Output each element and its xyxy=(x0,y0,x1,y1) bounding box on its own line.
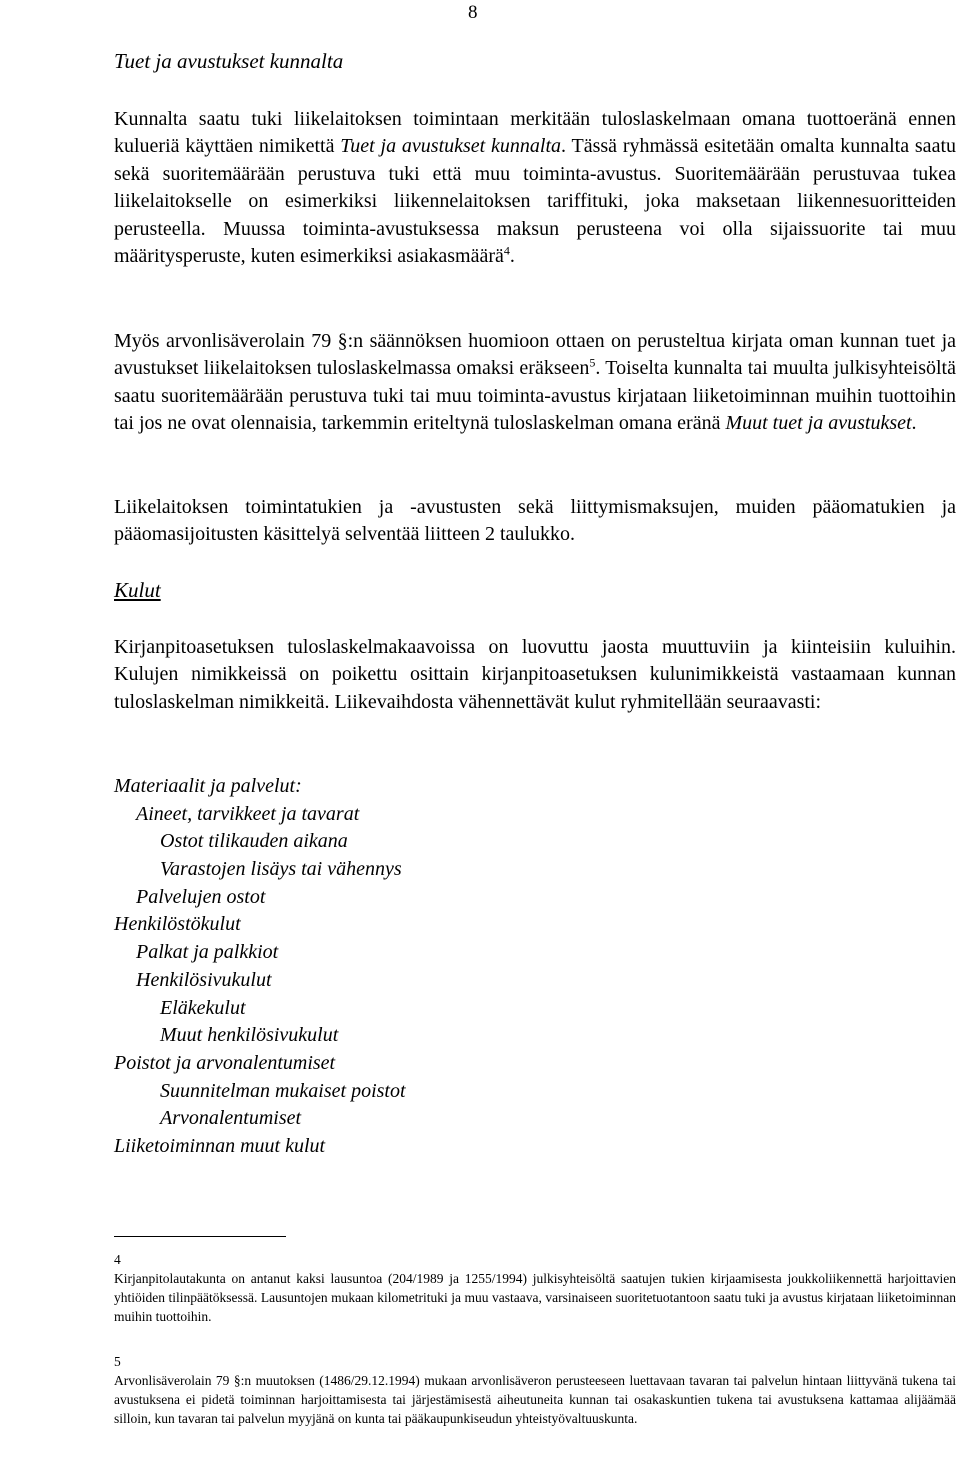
p1-text-2: . Tässä ryhmässä esitetään omalta kunnalta saatu sekä suoritemäärään perustuva tuki että muu toiminta-avustus. Suoritemäärään perustuvaa tukea liikelaitokselle on esimerkiksi liikennelaitoksen tariffituki, joka maksetaan liikennesuoritteiden perusteella. Muussa toiminta-avustuksessa maksun perusteena voi olla sijaissuorite tai muu määritysperuste, kuten esimerkiksi asiakasmäärä xyxy=(114,135,956,268)
expense-list-item: Materiaalit ja palvelut: xyxy=(114,775,302,797)
expense-list-item: Ostot tilikauden aikana xyxy=(160,830,348,853)
p2-italic-term: Muut tuet ja avustukset xyxy=(725,412,912,435)
p2-text-1: Myös arvonlisäverolain 79 §:n säännöksen huomioon ottaen on perusteltua kirjata oman kunnan tuet ja avustukset liikelaitoksen tuloslaskelmassa omaksi eräkseen xyxy=(114,330,956,380)
kulut-heading: Kulut xyxy=(114,578,161,602)
paragraph-liite: Liikelaitoksen toimintatukien ja -avustusten sekä liittymismaksujen, muiden pääomatukien ja pääomasijoitusten käsittelyä selventää liitteen 2 taulukko. xyxy=(114,496,956,546)
expense-list-item: Poistot ja arvonalentumiset xyxy=(114,1051,336,1074)
footnote-5 xyxy=(114,1352,956,1428)
section-title: Tuet ja avustukset kunnalta xyxy=(114,49,344,73)
expense-list-item: Arvonalentumiset xyxy=(160,1107,302,1130)
expense-list-item: Muut henkilösivukulut xyxy=(160,1024,339,1047)
footnote-4 xyxy=(114,1250,956,1326)
p1-italic-term: Tuet ja avustukset kunnalta xyxy=(340,135,562,158)
expense-list-item: Aineet, tarvikkeet ja tavarat xyxy=(136,802,360,825)
expense-list-item: Eläkekulut xyxy=(160,996,246,1019)
expense-list-item: Varastojen lisäys tai vähennys xyxy=(160,858,402,881)
paragraph-kulut: Kirjanpitoasetuksen tuloslaskelmakaavoissa on luovuttu jaosta muuttuviin ja kiinteisiin kuluihin. Kulujen nimikkeissä on poikettu osittain kirjanpitoasetuksen kulunimikkeistä vastaamaan kunnan tuloslaskelman nimikkeitä. Liikevaihdosta vähennettävät kulut ryhmitellään seuraavasti: xyxy=(114,636,956,713)
expense-list-item: Henkilöstökulut xyxy=(114,913,241,936)
expense-list-item: Henkilösivukulut xyxy=(136,968,272,991)
expense-list-item: Suunnitelman mukaiset poistot xyxy=(160,1079,406,1102)
footnote-number: 5 xyxy=(114,1354,121,1369)
paragraph-tuet xyxy=(114,106,956,270)
expense-list-item: Palkat ja palkkiot xyxy=(136,941,279,964)
p1-text-1: Kunnalta saatu tuki liikelaitoksen toimintaan merkitään tuloslaskelmaan omana tuottoeränä ennen kulueriä käyttäen nimikettä xyxy=(114,108,956,158)
footnote-divider xyxy=(114,1236,286,1237)
footnote-text: Kirjanpitolautakunta on antanut kaksi lausuntoa (204/1989 ja 1255/1994) julkisyhteisöltä saatujen tukien kirjaamisesta joukkoliikennettä harjoittavien yhtiöiden tilinpäätöksessä. Lausuntojen mukaan kilometrituki ja muu vastaava, varsinaiseen suoritetuotantoon saatu tuki ja avustus kirjataan liiketoiminnan muihin tuottoihin. xyxy=(114,1271,956,1324)
footnote-ref-5[interactable]: 5 xyxy=(589,355,596,370)
p2-end: . xyxy=(911,412,917,435)
expense-list-item: Palvelujen ostot xyxy=(136,885,266,908)
p2-text-2: . Toiselta kunnalta tai muulta julkisyhteisöltä saatu suoritemäärään perustuva tuki tai muu toiminta-avustus kirjataan liiketoiminnan muihin tuottoihin tai jos ne ovat olennaisia, tarkemmin eriteltynä tuloslaskelman omana eränä xyxy=(114,357,956,435)
expense-list-item: Liiketoiminnan muut kulut xyxy=(114,1134,326,1157)
page-number: 8 xyxy=(468,2,478,23)
footnote-number: 4 xyxy=(114,1252,121,1267)
expense-list xyxy=(114,773,406,1161)
footnote-ref-4[interactable]: 4 xyxy=(503,243,510,258)
paragraph-arvonlisavero xyxy=(114,328,956,438)
p1-end: . xyxy=(509,245,515,268)
footnote-text: Arvonlisäverolain 79 §:n muutoksen (1486/29.12.1994) mukaan arvonlisäveron perusteeseen luettavaan tavaran tai palvelun hintaan liittyvänä tukena tai avustuksena ei pidetä toiminnan harjoittamisesta tai järjestämisestä aiheutuneita kunnan tai osakaskuntien tukena tai avustuksena kattamaa alijäämää silloin, kun tavaran tai palvelun myyjänä on kunta tai pääkaupunkiseudun yhteistyövaltuuskunta. xyxy=(114,1373,956,1426)
